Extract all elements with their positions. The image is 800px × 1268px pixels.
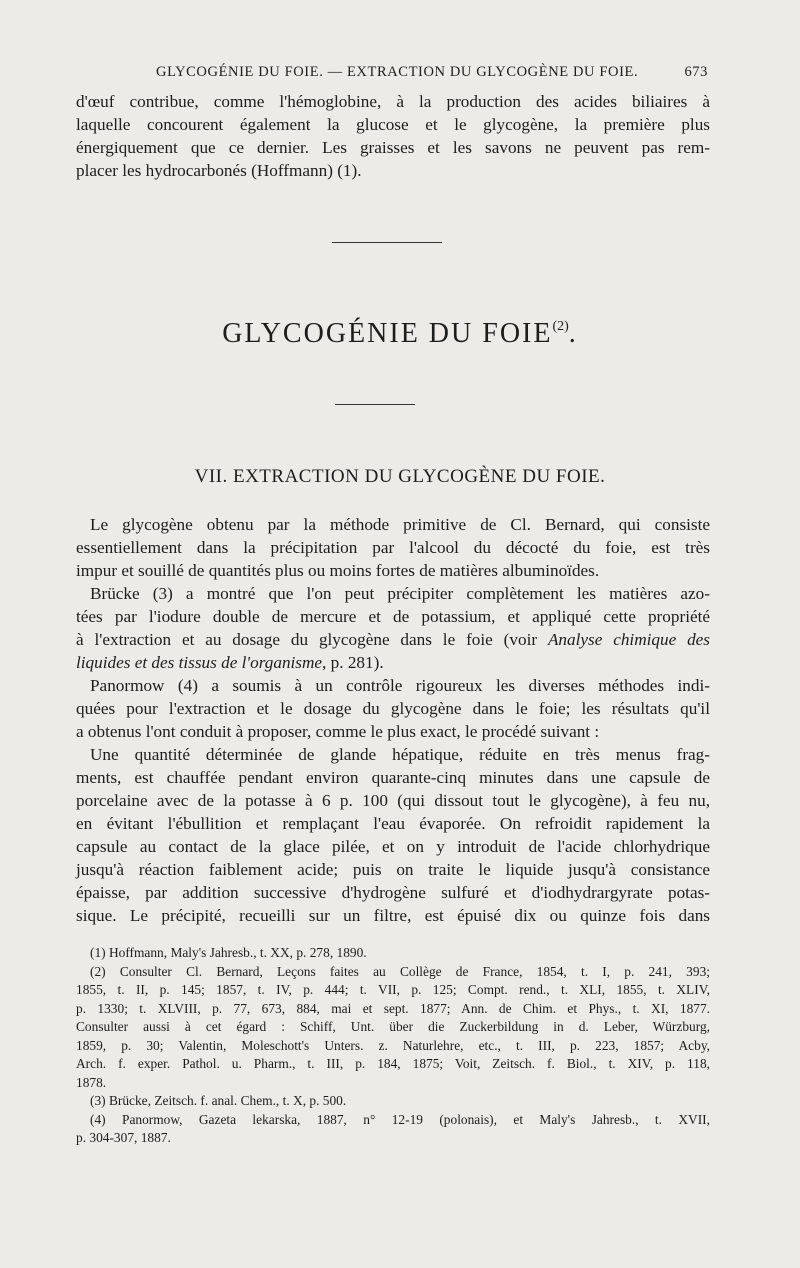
body-text (76, 513, 710, 927)
text-line: porcelaine avec de la potasse à 6 p. 100 (qui dissout tout le glycogène), à feu nu, (76, 791, 710, 810)
text-line: Brücke (3) a montré que l'on peut précipiter complètement les matières azo- (90, 584, 710, 603)
footnote-line: (3) Brücke, Zeitsch. f. anal. Chem., t. X, p. 500. (90, 1093, 347, 1108)
footnote-line: Consulter aussi à cet égard : Schiff, Unt. über die Zuckerbildung in d. Leber, Würzburg, (76, 1019, 710, 1034)
section-title: VII. EXTRACTION DU GLYCOGÈNE DU FOIE. (194, 466, 606, 487)
separator-rule (332, 242, 442, 243)
text-fragment: à l'extraction et au dosage du glycogène dans le foie (voir (76, 630, 548, 649)
separator-rule (335, 404, 415, 405)
text-line: épaisse, par addition successive d'hydrogène sulfuré et d'iodhydrargyrate potas- (76, 883, 710, 902)
footnote-line: (4) Panormow, Gazeta lekarska, 1887, n° 12-19 (polonais), et Maly's Jahresb., t. XVII, (90, 1111, 710, 1127)
footnote-line: Arch. f. exper. Pathol. u. Pharm., t. III, p. 184, 1875; Voit, Zeitsch. f. Biol., t. XIV, p. 118, (76, 1056, 710, 1071)
book-title-italic: liquides et des tissus de l'organisme (76, 653, 323, 672)
footnote-line: (2) Consulter Cl. Bernard, Leçons faites au Collège de France, 1854, t. I, p. 241, 393; (90, 963, 710, 979)
text-line: d'œuf contribue, comme l'hémoglobine, à la production des acides biliaires à (76, 92, 710, 111)
text-line: jusqu'à réaction faiblement acide; puis on traite le liquide jusqu'à consistance (76, 860, 710, 879)
footnotes (76, 944, 710, 1148)
text-line: capsule au contact de la glace pilée, et on y introduit de l'acide chlorhydrique (76, 837, 710, 856)
text-line: essentiellement dans la précipitation par l'alcool du décocté du foie, est très (76, 538, 710, 557)
footnote-line: p. 1330; t. XLVIII, p. 77, 673, 884, mai et sept. 1877; Ann. de Chim. et Phys., t. XI, 1877. (76, 1000, 710, 1016)
text-line: en évitant l'ébullition et remplaçant l'eau évaporée. On refroidit rapidement la (76, 814, 710, 833)
text-line: Une quantité déterminée de glande hépatique, réduite en très menus frag- (90, 745, 710, 764)
footnote-line: 1878. (76, 1074, 107, 1090)
footnote-line: (1) Hoffmann, Maly's Jahresb., t. XX, p. 278, 1890. (90, 945, 367, 960)
running-title: GLYCOGÉNIE DU FOIE. — EXTRACTION DU GLYCOGÈNE DU FOIE. (156, 64, 639, 80)
text-line: impur et souillé de quantités plus ou moins fortes de matières albuminoïdes. (76, 561, 600, 580)
text-line: quées pour l'extraction et le dosage du glycogène dans le foie; les résultats qu'il (76, 699, 710, 718)
text-fragment: , p. 281). (322, 653, 384, 672)
intro-paragraph (76, 90, 710, 182)
page-number: 673 (684, 64, 708, 80)
text-line: énergiquement que ce dernier. Les graisses et les savons ne peuvent pas rem- (76, 138, 710, 157)
text-line: sique. Le précipité, recueilli sur un filtre, est épuisé dix ou quinze fois dans (76, 906, 710, 925)
text-line: laquelle concourent également la glucose et le glycogène, la première plus (76, 115, 710, 134)
footnote-line: p. 304-307, 1887. (76, 1130, 171, 1145)
chapter-title (0, 318, 800, 350)
text-line: Panormow (4) a soumis à un contrôle rigoureux les diverses méthodes indi- (90, 676, 710, 695)
text-line: placer les hydrocarbonés (Hoffmann) (1). (76, 161, 362, 180)
chapter-title-period: . (568, 318, 578, 349)
footnote-line: 1859, p. 30; Valentin, Moleschott's Unters. z. Naturlehre, etc., t. III, p. 223, 1857; Acby, (76, 1037, 710, 1053)
text-line (76, 628, 710, 651)
running-header (76, 62, 708, 84)
chapter-title-text: GLYCOGÉNIE DU FOIE (222, 318, 553, 349)
chapter-title-note-ref: (2) (552, 319, 569, 334)
text-line (76, 651, 710, 674)
text-line: ments, est chauffée pendant environ quarante-cinq minutes dans une capsule de (76, 768, 710, 787)
footnote-line: 1855, t. II, p. 145; 1857, t. IV, p. 444; t. VII, p. 125; Compt. rend., t. XLI, 1855, t. XLIV, (76, 982, 710, 997)
text-line: tées par l'iodure double de mercure et de potassium, et appliqué cette propriété (76, 607, 710, 626)
book-title-italic: Analyse chimique des (547, 630, 710, 649)
text-line: Le glycogène obtenu par la méthode primitive de Cl. Bernard, qui consiste (90, 515, 710, 534)
text-line: a obtenus l'ont conduit à proposer, comme le plus exact, le procédé suivant : (76, 722, 600, 741)
